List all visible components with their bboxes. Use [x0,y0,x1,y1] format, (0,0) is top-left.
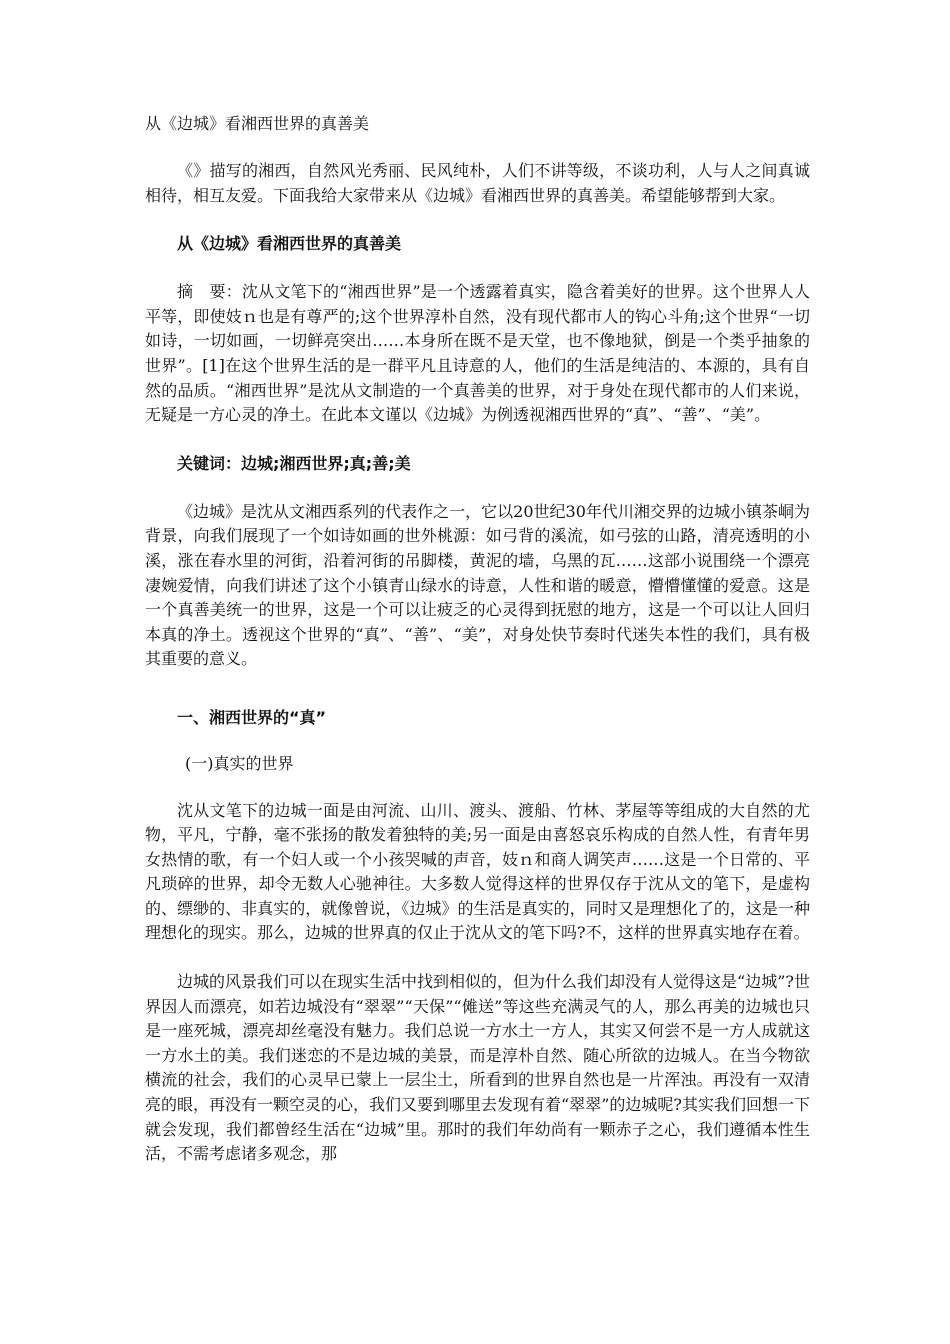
body-paragraph-1: 《边城》是沈从文湘西系列的代表作之一，它以20世纪30年代川湘交界的边城小镇茶峒为背景，向我们展现了一个如诗如画的世外桃源：如弓背的溪流，如弓弦的山路，清亮透明的小溪，涨在春水里的河街，沿着河街的吊脚楼，黄泥的墙，乌黑的瓦……这部小说围绕一个漂亮凄婉爱情，向我们讲述了这个小镇青山绿水的诗意，人性和谐的暖意，懵懵懂懂的爱意。这是一个真善美统一的世界，这是一个可以让疲乏的心灵得到抚慰的地方，这是一个可以让人回归本真的净土。透视这个世界的“真”、“善”、“美”，对身处快节奏时代迷失本性的我们，具有极其重要的意义。 [145,501,810,669]
document-page [145,112,810,1167]
keywords-line: 关键词：边城;湘西世界;真;善;美 [177,453,411,473]
document-title: 从《边城》看湘西世界的真善美 [145,114,370,133]
abstract-paragraph: 摘 要：沈从文笔下的“湘西世界”是一个透露着真实，隐含着美好的世界。这个世界人人平等，即使妓ｎ也是有尊严的;这个世界淳朴自然，没有现代都市人的钩心斗角;这个世界“一切如诗，一切如画，一切鲜亮突出……本身所在既不是天堂，也不像地狱，倒是一个类乎抽象的世界”。[1]在这个世界生活的是一群平凡且诗意的人，他们的生活是纯洁的、本源的，具有自然的品质。“湘西世界”是沈从文制造的一个真善美的世界，对于身处在现代都市的人们来说，无疑是一方心灵的净土。在此本文谨以《边城》为例透视湘西世界的“真”、“善”、“美”。 [145,282,810,425]
body-paragraph-2: 沈从文笔下的边城一面是由河流、山川、渡头、渡船、竹林、茅屋等等组成的大自然的尤物，平凡，宁静，毫不张扬的散发着独特的美;另一面是由喜怒哀乐构成的自然人性，有青年男女热情的歌，有一个妇人或一个小孩哭喊的声音，妓ｎ和商人调笑声……这是一个日常的、平凡琐碎的世界，却令无数人心驰神往。大多数人觉得这样的世界仅存于沈从文的笔下，是虚构的、缥缈的、非真实的，就像曾说，《边城》的生活是真实的，同时又是理想化了的，这是一种理想化的现实。那么，边城的世界真的仅止于沈从文的笔下吗?不，这样的世界真实地存在着。 [145,800,810,943]
subsection-heading-1: (一)真实的世界 [185,753,294,773]
main-heading: 从《边城》看湘西世界的真善美 [177,234,402,254]
body-paragraph-3: 边城的风景我们可以在现实生活中找到相似的，但为什么我们却没有人觉得这是“边城”?世界因人而漂亮，如若边城没有“翠翠”“天保”“傩送”等这些充满灵气的人，那么再美的边城也只是一座死城，漂亮却丝毫没有魅力。我们总说一方水土一方人，其实又何尝不是一方人成就这一方水土的美。我们迷恋的不是边城的美景，而是淳朴自然、随心所欲的边城人。在当今物欲横流的社会，我们的心灵早已蒙上一层尘土，所看到的世界自然也是一片浑浊。再没有一双清亮的眼，再没有一颗空灵的心，我们又要到哪里去发现有着“翠翠”的边城呢?其实我们回想一下就会发现，我们都曾经生活在“边城”里。那时的我们年幼尚有一颗赤子之心，我们遵循本性生活，不需考虑诸多观念，那 [145,972,810,1164]
intro-paragraph: 《》描写的湘西，自然风光秀丽、民风纯朴，人们不讲等级，不谈功利，人与人之间真诚相待，相互友爱。下面我给大家带来从《边城》看湘西世界的真善美。希望能够帮到大家。 [145,161,810,205]
section-heading-1: 一、湘西世界的“真” [177,707,327,727]
